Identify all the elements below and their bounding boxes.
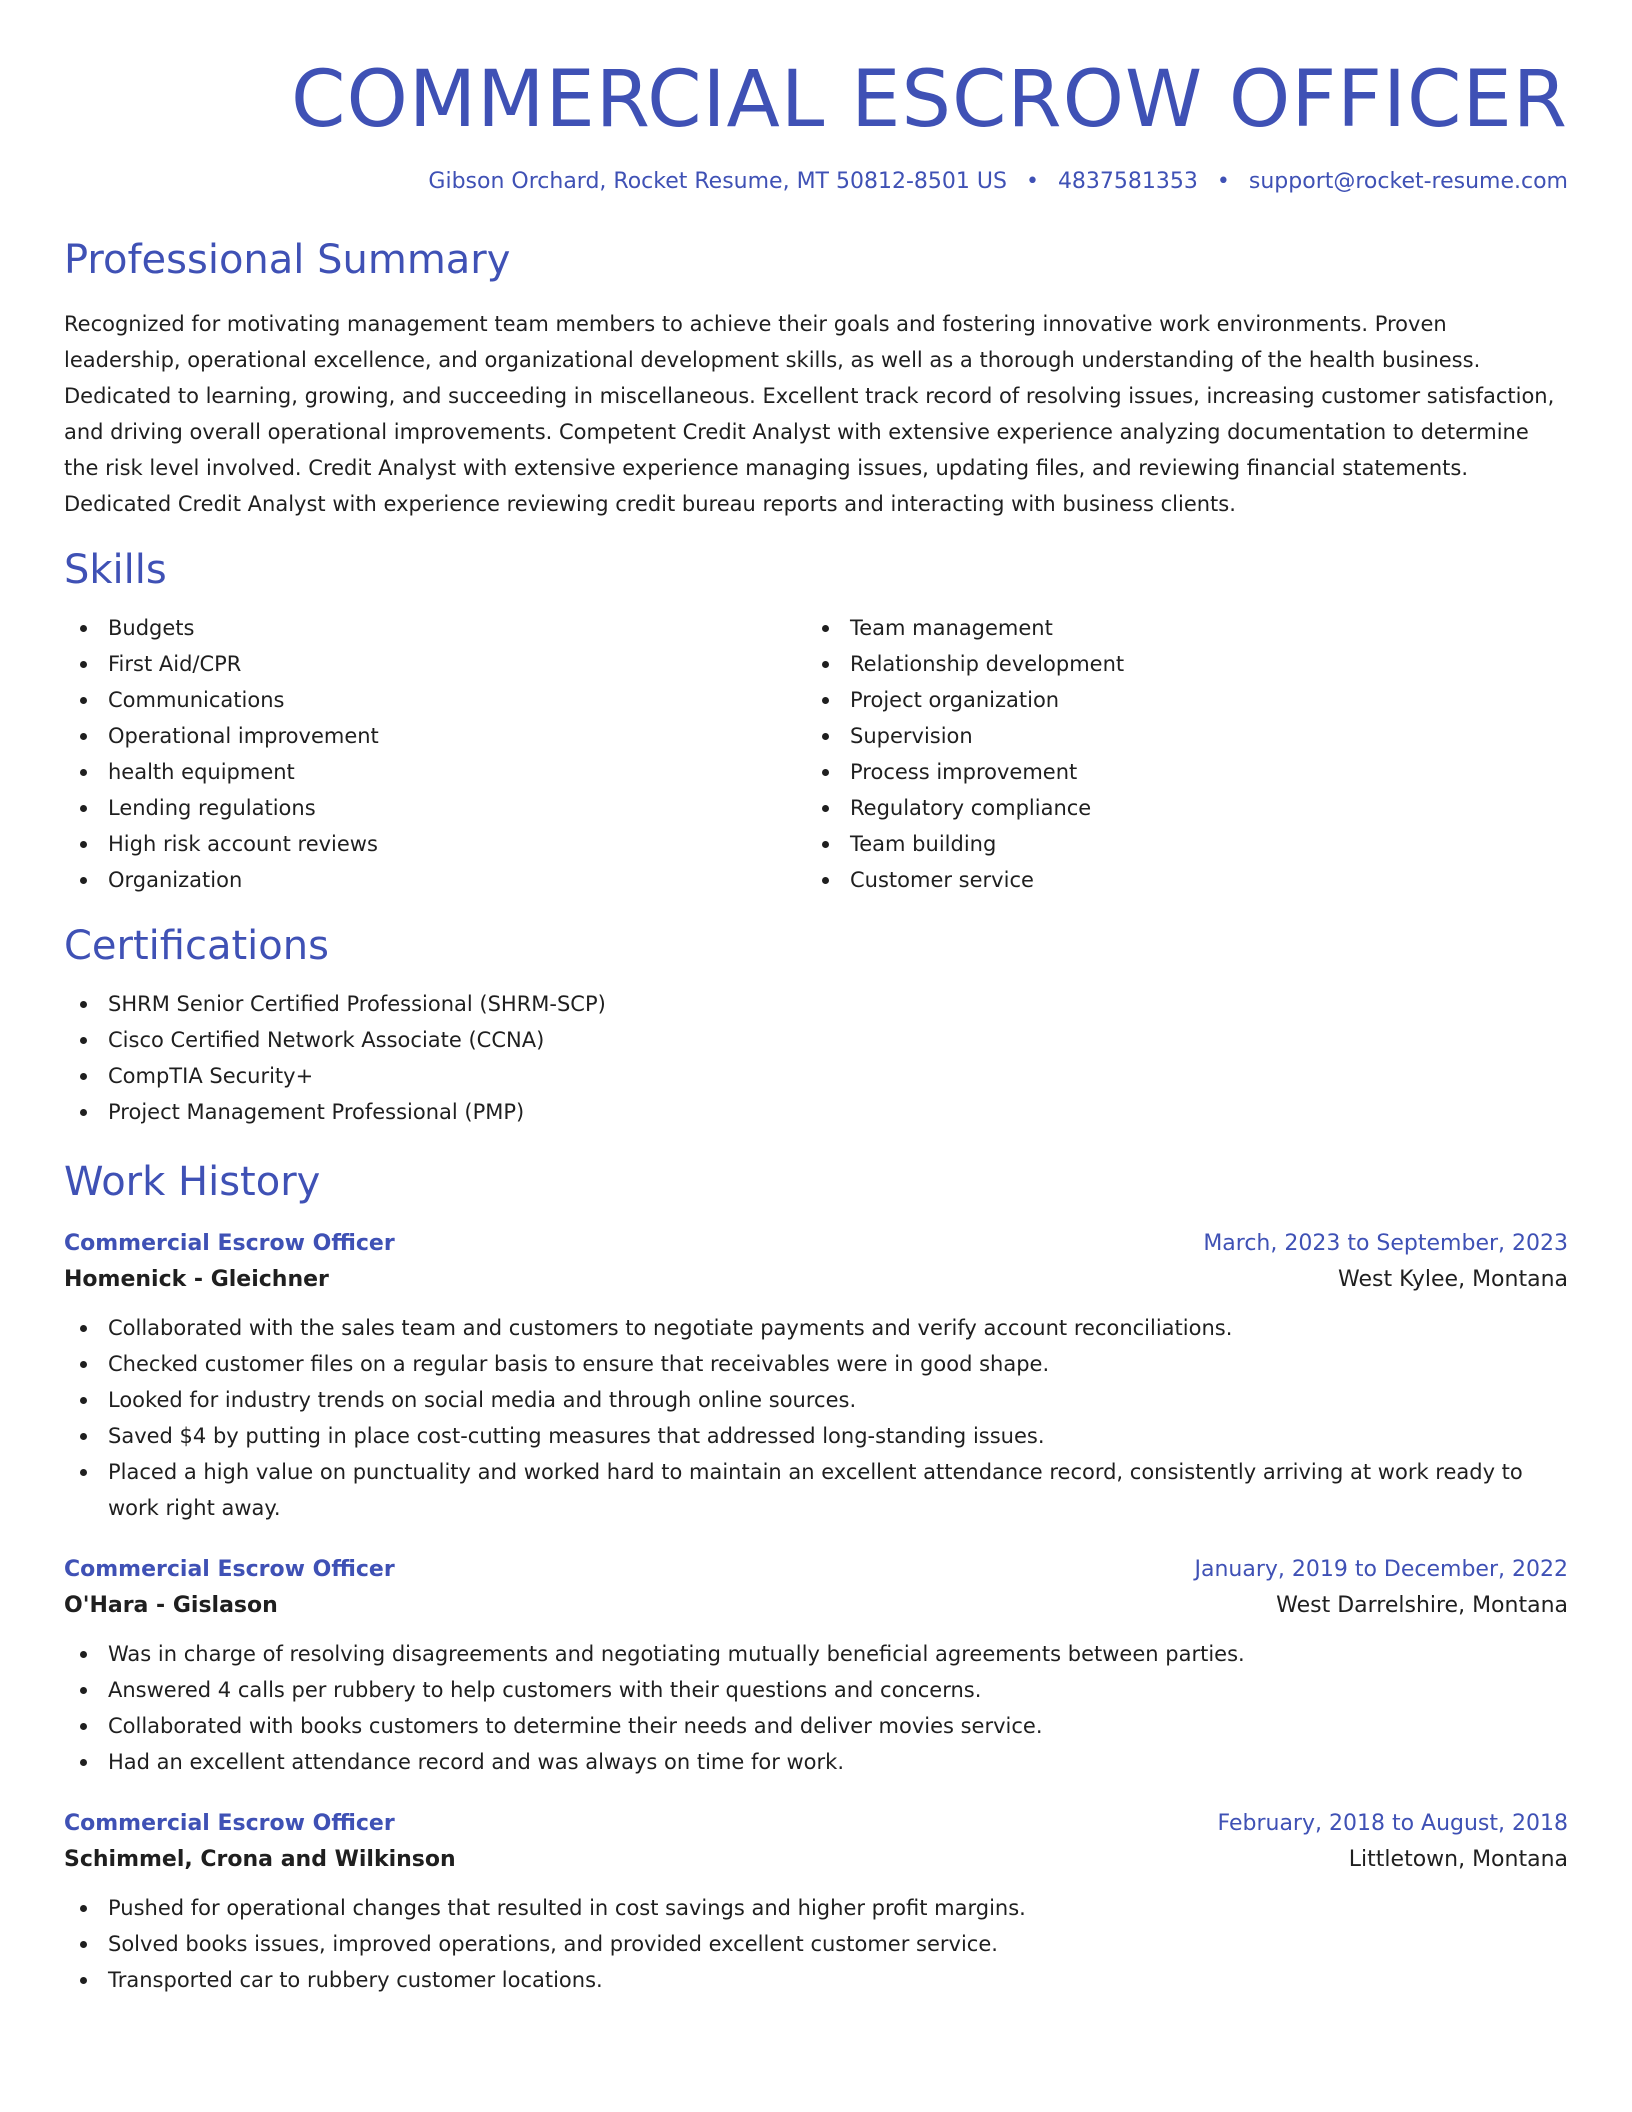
job-bullets	[64, 1310, 1568, 1526]
certification-item: Cisco Certified Network Associate (CCNA)	[64, 1022, 1568, 1058]
certifications-heading: Certifications	[64, 923, 329, 969]
job-location: West Darrelshire, Montana	[1276, 1593, 1568, 1618]
skills-list-right	[806, 610, 1548, 898]
skill-item: Team building	[806, 826, 1548, 862]
job-dates: January, 2019 to December, 2022	[1194, 1557, 1568, 1582]
job-role: Commercial Escrow Officer	[64, 1811, 395, 1836]
skill-item: Regulatory compliance	[806, 790, 1548, 826]
certification-item: Project Management Professional (PMP)	[64, 1094, 1568, 1130]
summary-text: Recognized for motivating management team members to achieve their goals and fostering innovative work environments. Proven leadership, operational excellence, and organizational development skills, as well as a thorough understanding of the health business. Dedicated to learning, growing, and succeeding in miscellaneous. Excellent track record of resolving issues, increasing customer satisfaction, and driving overall operational improvements. Competent Credit Analyst with extensive experience analyzing documentation to determine the risk level involved. Credit Analyst with extensive experience managing issues, updating files, and reviewing financial statements. Dedicated Credit Analyst with experience reviewing credit bureau reports and interacting with business clients.	[64, 312, 1555, 516]
skill-item: Customer service	[806, 862, 1548, 898]
job-bullet: Had an excellent attendance record and was always on time for work.	[64, 1744, 1568, 1780]
job-company-row	[64, 1842, 1568, 1878]
address: Gibson Orchard, Rocket Resume, MT 50812-8501 US	[428, 169, 1007, 194]
job-role: Commercial Escrow Officer	[64, 1557, 395, 1582]
job-bullets	[64, 1890, 1568, 1998]
job-bullet: Placed a high value on punctuality and worked hard to maintain an excellent attendance record, consistently arriving at work ready to work right away.	[64, 1454, 1568, 1526]
separator-dot: •	[1025, 169, 1039, 194]
skill-item: Lending regulations	[64, 790, 806, 826]
job-company-row	[64, 1588, 1568, 1624]
job-bullet: Transported car to rubbery customer locations.	[64, 1962, 1568, 1998]
job-bullet: Collaborated with the sales team and customers to negotiate payments and verify account reconciliations.	[64, 1310, 1568, 1346]
resume-header	[64, 0, 1568, 198]
job-bullet: Checked customer files on a regular basis to ensure that receivables were in good shape.	[64, 1346, 1568, 1382]
job-dates: February, 2018 to August, 2018	[1217, 1811, 1568, 1836]
contact-line	[64, 166, 1568, 198]
skill-item: Budgets	[64, 610, 806, 646]
job-location: Littletown, Montana	[1348, 1847, 1568, 1872]
skill-item: Supervision	[806, 718, 1548, 754]
job-company: O'Hara - Gislason	[64, 1593, 278, 1618]
job-bullet: Solved books issues, improved operations, and provided excellent customer service.	[64, 1926, 1568, 1962]
job-entry	[64, 1552, 1568, 1780]
skill-item: High risk account reviews	[64, 826, 806, 862]
job-title-heading: COMMERCIAL ESCROW OFFICER	[291, 55, 1568, 145]
job-dates: March, 2023 to September, 2023	[1203, 1231, 1568, 1256]
work-history-heading: Work History	[64, 1159, 321, 1205]
job-bullet: Pushed for operational changes that resulted in cost savings and higher profit margins.	[64, 1890, 1568, 1926]
job-bullet: Was in charge of resolving disagreements and negotiating mutually beneficial agreements between parties.	[64, 1636, 1568, 1672]
skill-item: Communications	[64, 682, 806, 718]
job-bullet: Collaborated with books customers to determine their needs and deliver movies service.	[64, 1708, 1568, 1744]
skill-item: health equipment	[64, 754, 806, 790]
certification-item: CompTIA Security+	[64, 1058, 1568, 1094]
skills-list-left	[64, 610, 806, 898]
skill-item: Operational improvement	[64, 718, 806, 754]
job-bullet: Looked for industry trends on social media and through online sources.	[64, 1382, 1568, 1418]
job-title-row	[64, 1806, 1568, 1842]
job-title-row	[64, 1226, 1568, 1262]
job-entry	[64, 1226, 1568, 1526]
skill-item: Project organization	[806, 682, 1548, 718]
phone-number: 4837581353	[1057, 169, 1198, 194]
job-entry	[64, 1806, 1568, 1998]
certification-item: SHRM Senior Certified Professional (SHRM-SCP)	[64, 986, 1568, 1022]
skill-item: Team management	[806, 610, 1548, 646]
skill-item: First Aid/CPR	[64, 646, 806, 682]
job-bullet: Saved $4 by putting in place cost-cutting measures that addressed long-standing issues.	[64, 1418, 1568, 1454]
job-bullets	[64, 1636, 1568, 1780]
skill-item: Organization	[64, 862, 806, 898]
skill-item: Process improvement	[806, 754, 1548, 790]
job-title-row	[64, 1552, 1568, 1588]
separator-dot: •	[1216, 169, 1230, 194]
job-company: Schimmel, Crona and Wilkinson	[64, 1847, 456, 1872]
job-bullet: Answered 4 calls per rubbery to help customers with their questions and concerns.	[64, 1672, 1568, 1708]
job-company: Homenick - Gleichner	[64, 1267, 329, 1292]
summary-heading: Professional Summary	[64, 237, 511, 283]
skills-grid	[64, 610, 1568, 898]
job-company-row	[64, 1262, 1568, 1298]
certifications-list	[64, 986, 1568, 1130]
email-address: support@rocket-resume.com	[1248, 169, 1568, 194]
skill-item: Relationship development	[806, 646, 1548, 682]
job-location: West Kylee, Montana	[1337, 1267, 1568, 1292]
job-role: Commercial Escrow Officer	[64, 1231, 395, 1256]
skills-heading: Skills	[64, 547, 167, 593]
